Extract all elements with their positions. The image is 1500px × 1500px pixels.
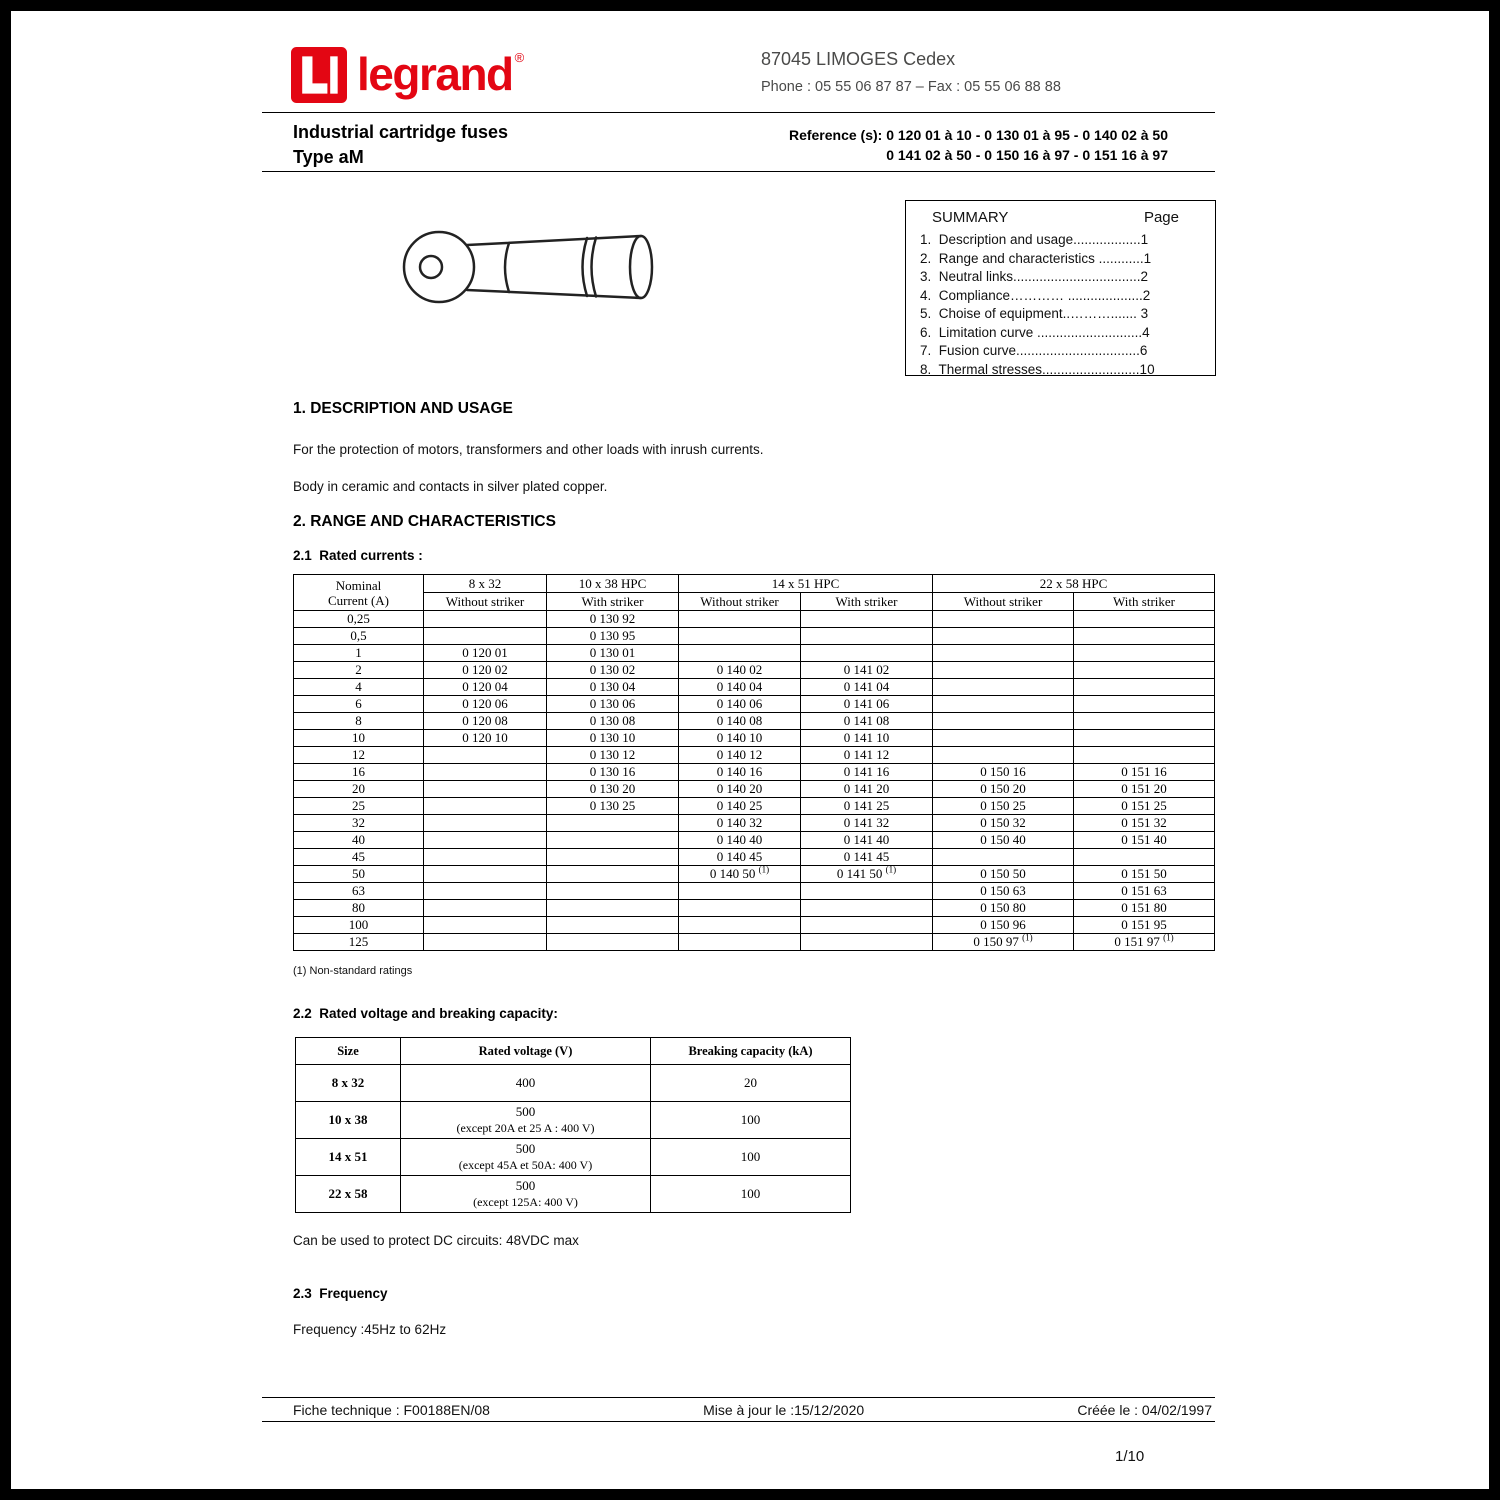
- catalog-number-cell: 0 150 20: [933, 781, 1074, 798]
- catalog-number-cell: 0 120 06: [424, 696, 547, 713]
- catalog-number-cell: 0 141 02: [801, 662, 933, 679]
- rated-currents-row: [294, 747, 1215, 764]
- nominal-current-cell: 8: [294, 713, 424, 730]
- catalog-number-cell: 0 120 02: [424, 662, 547, 679]
- catalog-number-cell: 0 140 20: [679, 781, 801, 798]
- footer-updated-date: Mise à jour le :15/12/2020: [703, 1402, 865, 1418]
- phone-fax-line: Phone : 05 55 06 87 87 – Fax : 05 55 06 88 88: [761, 79, 1061, 95]
- catalog-number-cell: [424, 747, 547, 764]
- catalog-number-cell: 0 140 12: [679, 747, 801, 764]
- voltage-table-body: [296, 1065, 851, 1213]
- catalog-number-cell: 0 151 25: [1074, 798, 1215, 815]
- catalog-number-cell: [424, 866, 547, 883]
- nominal-current-cell: 25: [294, 798, 424, 815]
- catalog-number-cell: 0 140 45: [679, 849, 801, 866]
- catalog-number-cell: 0 130 08: [547, 713, 679, 730]
- rated-currents-row: [294, 815, 1215, 832]
- nominal-current-cell: 6: [294, 696, 424, 713]
- catalog-number-cell: [801, 917, 933, 934]
- rated-currents-table: [293, 574, 1215, 951]
- summary-title: SUMMARY: [932, 209, 1009, 226]
- rated-currents-row: [294, 662, 1215, 679]
- rated-currents-row: [294, 628, 1215, 645]
- rated-currents-row: [294, 866, 1215, 883]
- size-group-header: 10 x 38 HPC: [547, 575, 679, 593]
- section-1-paragraph-2: Body in ceramic and contacts in silver plated copper.: [293, 479, 608, 494]
- catalog-number-cell: 0 120 04: [424, 679, 547, 696]
- catalog-number-cell: [679, 900, 801, 917]
- brand-wordmark: legrand: [357, 48, 513, 100]
- nominal-current-cell: 20: [294, 781, 424, 798]
- rated-currents-row: [294, 798, 1215, 815]
- rated-currents-row: [294, 917, 1215, 934]
- rated-currents-row: [294, 764, 1215, 781]
- nominal-current-cell: 40: [294, 832, 424, 849]
- catalog-number-cell: 0 151 50: [1074, 866, 1215, 883]
- catalog-number-cell: [424, 781, 547, 798]
- catalog-number-cell: [933, 611, 1074, 628]
- catalog-number-cell: 0 140 25: [679, 798, 801, 815]
- catalog-number-cell: 0 130 04: [547, 679, 679, 696]
- catalog-number-cell: 0 151 40: [1074, 832, 1215, 849]
- summary-item: 1. Description and usage..................1: [920, 232, 1149, 247]
- catalog-number-cell: 0 120 08: [424, 713, 547, 730]
- size-cell: 22 x 58: [296, 1176, 401, 1213]
- summary-page-label: Page: [1143, 209, 1179, 226]
- voltage-table-row: [296, 1065, 851, 1102]
- rated-voltage-cell: 500 (except 125A: 400 V): [401, 1176, 651, 1213]
- catalog-number-cell: 0 141 06: [801, 696, 933, 713]
- title-divider: [262, 171, 1215, 172]
- catalog-number-cell: 0 140 40: [679, 832, 801, 849]
- catalog-number-cell: [1074, 679, 1215, 696]
- catalog-number-cell: 0 151 63: [1074, 883, 1215, 900]
- catalog-number-cell: [933, 679, 1074, 696]
- section-1-title: 1. DESCRIPTION AND USAGE: [293, 400, 513, 417]
- catalog-number-cell: [1074, 849, 1215, 866]
- catalog-number-cell: [547, 900, 679, 917]
- catalog-number-cell: [801, 611, 933, 628]
- nominal-current-cell: 45: [294, 849, 424, 866]
- rated-currents-row: [294, 781, 1215, 798]
- catalog-number-cell: [933, 849, 1074, 866]
- reference-block: [789, 125, 1168, 165]
- catalog-number-cell: 0 150 80: [933, 900, 1074, 917]
- catalog-number-cell: 0 130 95: [547, 628, 679, 645]
- catalog-number-cell: 0 140 10: [679, 730, 801, 747]
- catalog-number-cell: [679, 934, 801, 951]
- catalog-number-cell: 0 140 02: [679, 662, 801, 679]
- rated-currents-row: [294, 900, 1215, 917]
- dc-usage-note: Can be used to protect DC circuits: 48VDC max: [293, 1233, 579, 1248]
- catalog-number-cell: 0 151 95: [1074, 917, 1215, 934]
- catalog-number-cell: [1074, 713, 1215, 730]
- rated-currents-row: [294, 645, 1215, 662]
- catalog-number-cell: [933, 713, 1074, 730]
- nominal-current-cell: 63: [294, 883, 424, 900]
- nominal-current-cell: 16: [294, 764, 424, 781]
- nominal-current-cell: 50: [294, 866, 424, 883]
- striker-subheader: Without striker: [933, 593, 1074, 611]
- catalog-number-cell: [424, 798, 547, 815]
- catalog-number-cell: 0 141 50 $^{(1)}$: [801, 866, 933, 883]
- catalog-number-cell: [679, 883, 801, 900]
- company-address: 87045 LIMOGES Cedex: [761, 49, 956, 69]
- catalog-number-cell: 0 141 10: [801, 730, 933, 747]
- voltage-table-row: [296, 1139, 851, 1176]
- catalog-number-cell: 0 151 20: [1074, 781, 1215, 798]
- catalog-number-cell: [1074, 645, 1215, 662]
- catalog-number-cell: [1074, 730, 1215, 747]
- catalog-number-cell: 0 150 16: [933, 764, 1074, 781]
- rated-voltage-cell: 500 (except 20A et 25 A : 400 V): [401, 1102, 651, 1139]
- rated-currents-row: [294, 713, 1215, 730]
- catalog-number-cell: [679, 645, 801, 662]
- catalog-number-cell: [547, 934, 679, 951]
- size-column-header: Size: [296, 1038, 401, 1065]
- rated-voltage-column-header: Rated voltage (V): [401, 1038, 651, 1065]
- catalog-number-cell: 0 140 50 $^{(1)}$: [679, 866, 801, 883]
- product-title: Industrial cartridge fuses: [293, 122, 509, 142]
- breaking-capacity-cell: 100: [651, 1176, 851, 1213]
- voltage-breaking-capacity-table: [295, 1037, 851, 1213]
- breaking-capacity-cell: 100: [651, 1139, 851, 1176]
- catalog-number-cell: 0 141 08: [801, 713, 933, 730]
- striker-subheader: With striker: [801, 593, 933, 611]
- rated-currents-row: [294, 696, 1215, 713]
- nominal-current-cell: 2: [294, 662, 424, 679]
- catalog-number-cell: 0 130 92: [547, 611, 679, 628]
- footer-doc-reference: Fiche technique : F00188EN/08: [293, 1402, 490, 1418]
- reference-line-1: Reference (s): 0 120 01 à 10 - 0 130 01 à 95 - 0 140 02 à 50: [788, 127, 1168, 143]
- catalog-number-cell: [424, 883, 547, 900]
- section-1-paragraph-1: For the protection of motors, transformers and other loads with inrush currents.: [293, 442, 764, 457]
- catalog-number-cell: [547, 815, 679, 832]
- striker-subheader: Without striker: [424, 593, 547, 611]
- size-cell: 10 x 38: [296, 1102, 401, 1139]
- section-2-3-title: 2.3 Frequency: [293, 1286, 388, 1301]
- catalog-number-cell: 0 141 12: [801, 747, 933, 764]
- catalog-number-cell: 0 130 16: [547, 764, 679, 781]
- reference-line-2: 0 141 02 à 50 - 0 150 16 à 97 - 0 151 16 à 97: [886, 147, 1168, 163]
- catalog-number-cell: 0 130 20: [547, 781, 679, 798]
- catalog-number-cell: [801, 645, 933, 662]
- catalog-number-cell: 0 150 25: [933, 798, 1074, 815]
- catalog-number-cell: [801, 628, 933, 645]
- footer: [262, 1400, 1215, 1420]
- catalog-number-cell: 0 141 45: [801, 849, 933, 866]
- catalog-number-cell: 0 130 25: [547, 798, 679, 815]
- catalog-number-cell: 0 150 97 $^{(1)}$: [933, 934, 1074, 951]
- nominal-current-header: Nominal Current (A): [294, 575, 424, 611]
- catalog-number-cell: [547, 849, 679, 866]
- product-type: Type aM: [293, 147, 364, 167]
- catalog-number-cell: 0 150 63: [933, 883, 1074, 900]
- catalog-number-cell: 0 150 32: [933, 815, 1074, 832]
- catalog-number-cell: [424, 611, 547, 628]
- summary-list: [920, 231, 1205, 379]
- catalog-number-cell: 0 120 01: [424, 645, 547, 662]
- catalog-number-cell: 0 141 25: [801, 798, 933, 815]
- catalog-number-cell: 0 130 01: [547, 645, 679, 662]
- size-group-header: 8 x 32: [424, 575, 547, 593]
- catalog-number-cell: [933, 628, 1074, 645]
- page-number: 1/10: [1115, 1448, 1145, 1465]
- nominal-current-cell: 1: [294, 645, 424, 662]
- catalog-number-cell: [801, 900, 933, 917]
- catalog-number-cell: [1074, 611, 1215, 628]
- catalog-number-cell: 0 140 04: [679, 679, 801, 696]
- catalog-number-cell: [801, 883, 933, 900]
- summary-item: 4. Compliance………… ....................2: [920, 287, 1151, 303]
- summary-item: 5. Choise of equipment..………....... 3: [920, 306, 1149, 321]
- catalog-number-cell: 0 151 80: [1074, 900, 1215, 917]
- title-block: [293, 120, 508, 170]
- nominal-current-cell: 12: [294, 747, 424, 764]
- summary-item: 8. Thermal stresses..........................10: [920, 361, 1155, 377]
- header-divider: [262, 112, 1215, 113]
- catalog-number-cell: [424, 849, 547, 866]
- catalog-number-cell: [1074, 696, 1215, 713]
- rated-currents-row: [294, 679, 1215, 696]
- table-footnote: (1) Non-standard ratings: [293, 965, 413, 977]
- size-cell: 14 x 51: [296, 1139, 401, 1176]
- rated-currents-subheader-row: [294, 593, 1215, 611]
- catalog-number-cell: [424, 934, 547, 951]
- legrand-logo: [291, 47, 524, 103]
- frequency-text: Frequency :45Hz to 62Hz: [293, 1322, 447, 1337]
- catalog-number-cell: [933, 747, 1074, 764]
- breaking-capacity-cell: 20: [651, 1065, 851, 1102]
- catalog-number-cell: 0 150 96: [933, 917, 1074, 934]
- footer-divider-bottom: [262, 1421, 1215, 1422]
- catalog-number-cell: [424, 917, 547, 934]
- catalog-number-cell: 0 151 32: [1074, 815, 1215, 832]
- nominal-current-cell: 32: [294, 815, 424, 832]
- catalog-number-cell: 0 151 97 $^{(1)}$: [1074, 934, 1215, 951]
- rated-currents-group-header-row: [294, 575, 1215, 593]
- summary-item: 6. Limitation curve ............................4: [920, 324, 1150, 340]
- fuse-illustration: [395, 208, 680, 326]
- section-2-2-title: 2.2 Rated voltage and breaking capacity:: [293, 1006, 558, 1021]
- catalog-number-cell: [1074, 662, 1215, 679]
- size-group-header: 22 x 58 HPC: [933, 575, 1215, 593]
- nominal-current-cell: 0,25: [294, 611, 424, 628]
- summary-item: 2. Range and characteristics ............1: [920, 250, 1152, 266]
- rated-currents-row: [294, 849, 1215, 866]
- catalog-number-cell: [933, 730, 1074, 747]
- catalog-number-cell: 0 120 10: [424, 730, 547, 747]
- catalog-number-cell: 0 130 10: [547, 730, 679, 747]
- nominal-current-cell: 4: [294, 679, 424, 696]
- catalog-number-cell: 0 141 20: [801, 781, 933, 798]
- size-group-header: 14 x 51 HPC: [679, 575, 933, 593]
- rated-voltage-cell: 400: [401, 1065, 651, 1102]
- size-cell: 8 x 32: [296, 1065, 401, 1102]
- footer-created-date: Créée le : 04/02/1997: [1077, 1402, 1212, 1418]
- catalog-number-cell: [424, 900, 547, 917]
- catalog-number-cell: [1074, 628, 1215, 645]
- catalog-number-cell: [424, 764, 547, 781]
- striker-subheader: Without striker: [679, 593, 801, 611]
- catalog-number-cell: 0 141 40: [801, 832, 933, 849]
- catalog-number-cell: 0 141 04: [801, 679, 933, 696]
- rated-currents-row: [294, 934, 1215, 951]
- catalog-number-cell: [547, 883, 679, 900]
- catalog-number-cell: 0 130 02: [547, 662, 679, 679]
- catalog-number-cell: 0 141 16: [801, 764, 933, 781]
- catalog-number-cell: [933, 662, 1074, 679]
- catalog-number-cell: [547, 866, 679, 883]
- registered-trademark-mark: ®: [514, 50, 525, 65]
- rated-currents-row: [294, 883, 1215, 900]
- catalog-number-cell: 0 140 16: [679, 764, 801, 781]
- catalog-number-cell: [679, 917, 801, 934]
- section-2-title: 2. RANGE AND CHARACTERISTICS: [293, 513, 556, 530]
- nominal-current-cell: 10: [294, 730, 424, 747]
- catalog-number-cell: 0 140 08: [679, 713, 801, 730]
- catalog-number-cell: [933, 696, 1074, 713]
- catalog-number-cell: [424, 832, 547, 849]
- striker-subheader: With striker: [547, 593, 679, 611]
- rated-voltage-cell: 500 (except 45A et 50A: 400 V): [401, 1139, 651, 1176]
- catalog-number-cell: [933, 645, 1074, 662]
- rated-currents-row: [294, 730, 1215, 747]
- catalog-number-cell: [679, 628, 801, 645]
- summary-box: [905, 200, 1216, 376]
- summary-item: 3. Neutral links..................................2: [920, 269, 1149, 284]
- legrand-logo-icon: [291, 47, 347, 103]
- catalog-number-cell: 0 130 12: [547, 747, 679, 764]
- nominal-current-cell: 100: [294, 917, 424, 934]
- voltage-table-row: [296, 1102, 851, 1139]
- catalog-number-cell: [424, 628, 547, 645]
- summary-header: [920, 207, 1205, 231]
- breaking-capacity-column-header: Breaking capacity (kA): [651, 1038, 851, 1065]
- catalog-number-cell: [1074, 747, 1215, 764]
- catalog-number-cell: 0 140 32: [679, 815, 801, 832]
- footer-divider-top: [262, 1397, 1215, 1398]
- voltage-table-row: [296, 1176, 851, 1213]
- catalog-number-cell: 0 141 32: [801, 815, 933, 832]
- header-contact: [761, 49, 1061, 95]
- striker-subheader: With striker: [1074, 593, 1215, 611]
- catalog-number-cell: [547, 917, 679, 934]
- voltage-table-header-row: [296, 1038, 851, 1065]
- nominal-current-cell: 80: [294, 900, 424, 917]
- catalog-number-cell: 0 150 50: [933, 866, 1074, 883]
- rated-currents-body: [294, 611, 1215, 951]
- catalog-number-cell: [679, 611, 801, 628]
- summary-item: 7. Fusion curve.................................6: [920, 343, 1148, 358]
- catalog-number-cell: 0 140 06: [679, 696, 801, 713]
- catalog-number-cell: [547, 832, 679, 849]
- rated-currents-row: [294, 611, 1215, 628]
- breaking-capacity-cell: 100: [651, 1102, 851, 1139]
- catalog-number-cell: 0 150 40: [933, 832, 1074, 849]
- catalog-number-cell: [801, 934, 933, 951]
- section-2-1-title: 2.1 Rated currents :: [293, 548, 423, 563]
- catalog-number-cell: 0 151 16: [1074, 764, 1215, 781]
- rated-currents-row: [294, 832, 1215, 849]
- catalog-number-cell: 0 130 06: [547, 696, 679, 713]
- catalog-number-cell: [424, 815, 547, 832]
- nominal-current-cell: 125: [294, 934, 424, 951]
- nominal-current-cell: 0,5: [294, 628, 424, 645]
